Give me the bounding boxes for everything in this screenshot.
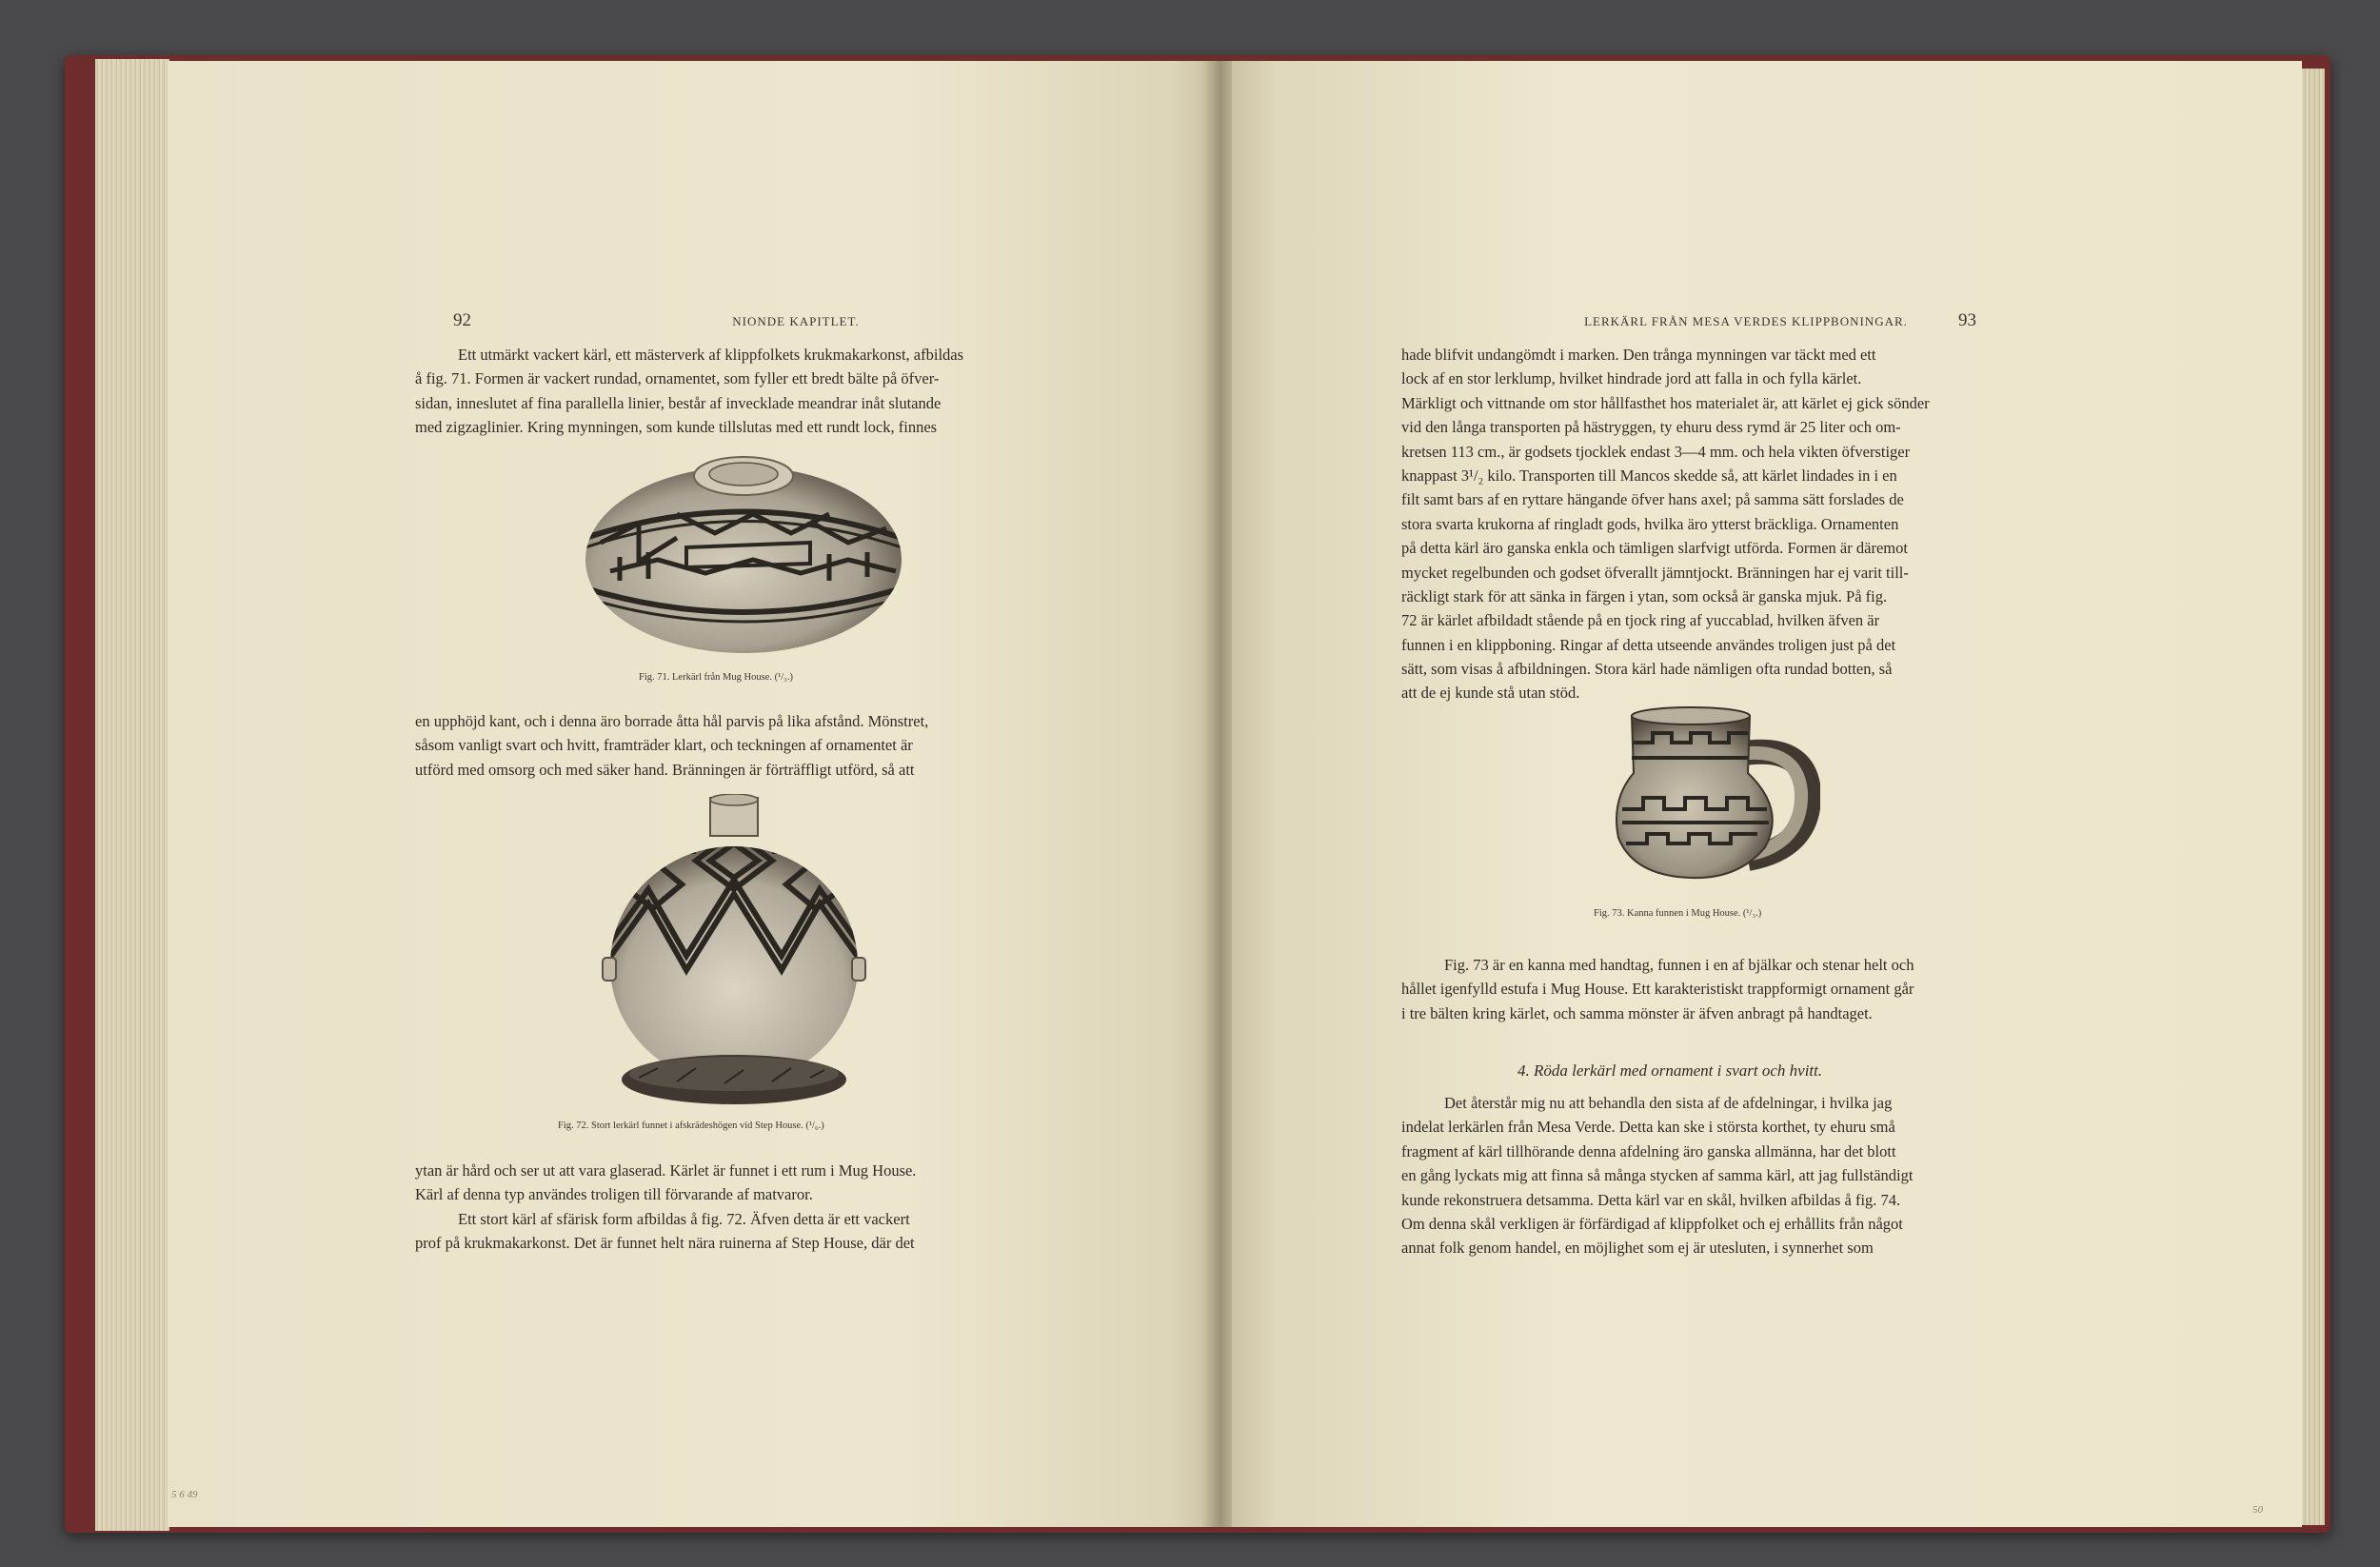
text-line: räckligt stark för att sänka in färgen i ytan, som också är ganska mjuk. På fig. (1401, 586, 1888, 605)
text-line: å fig. 71. Formen är vackert rundad, ornamentet, som fyller ett bredt bälte på öfver- (415, 369, 940, 388)
text-line: hade blifvit undangömdt i marken. Den trånga mynningen var täckt med ett (1401, 346, 1876, 364)
running-head-right: LERKÄRL FRÅN MESA VERDES KLIPPBONINGAR. (1584, 314, 1908, 328)
text-line: funnen i en klippboning. Ringar af detta utseende användes troligen just på det (1401, 635, 1896, 654)
text-line: Ett stort kärl af sfärisk form afbildas å fig. 72. Äfven detta är ett vackert (458, 1209, 910, 1228)
text-line: Ett utmärkt vackert kärl, ett mästerverk af klippfolkets krukmakarkonst, afbildas (458, 346, 964, 364)
text-line: mycket regelbunden och godset öfverallt jämntjockt. Bränningen har ej varit till- (1401, 563, 1909, 582)
text-line: ytan är hård och ser ut att vara glaserad. Kärlet är funnet i ett rum i Mug House. (415, 1161, 917, 1180)
right-page-edges (2298, 69, 2325, 1525)
figure-71-pot-image (582, 447, 905, 663)
text-line: hållet igenfylld estufa i Mug House. Ett karakteristiskt trappformigt ornament går (1401, 980, 1914, 999)
text-line: filt samt bars af en ryttare hängande öfver hans axel; på samma sätt forslades de (1401, 490, 1904, 509)
text-line: prof på krukmakarkonst. Det är funnet helt nära ruinerna af Step House, där det (415, 1234, 915, 1253)
text-line: en upphöjd kant, och i denna äro borrade åtta hål parvis på lika afstånd. Mönstret, (415, 712, 929, 730)
figure-73-jug-image (1605, 704, 1820, 880)
page-number-left: 92 (453, 310, 471, 330)
left-paragraph-1 (415, 343, 1062, 440)
text-line: indelat lerkärlen från Mesa Verde. Detta kan ske i största korthet, ty ehuru små (1401, 1118, 1895, 1137)
text-line: att de ej kunde stå utan stöd. (1401, 684, 1580, 703)
right-page (1232, 61, 2302, 1527)
text-line: vid den långa transporten på hästryggen, ty ehuru dess rymd är 25 liter och om- (1401, 418, 1901, 437)
running-head-left: NIONDE KAPITLET. (732, 314, 860, 328)
text-line: annat folk genom handel, en möjlighet som ej är utesluten, i synnerhet som (1401, 1239, 1874, 1258)
text-line: knappast 3¹/₂ kilo. Transporten till Mancos skedde så, att kärlet lindades in i en (1401, 466, 1897, 485)
text-line: Märkligt och vittnande om stor hållfasthet hos materialet är, att kärlet ej gick sönder (1401, 393, 1930, 412)
text-line: fragment af kärl tillhörande denna afdelning äro ganska allmänna, har det blott (1401, 1141, 1896, 1160)
text-line: Kärl af denna typ användes troligen till förvarande af matvaror. (415, 1185, 813, 1204)
figure-72-caption: Fig. 72. Stort lerkärl funnet i afskrädeshögen vid Step House. (¹/₆.) (558, 1121, 824, 1131)
text-line: sidan, inneslutet af fina parallella linier, består af invecklade meandrar inåt slutande (415, 393, 942, 412)
page-number-right: 93 (1958, 310, 1976, 330)
right-paragraph-2 (1401, 953, 2011, 1025)
text-line: en gång lyckats mig att finna så många stycken af samma kärl, att jag fullständigt (1401, 1166, 1914, 1185)
text-line: såsom vanligt svart och hvitt, framträder klart, och teckningen af ornamentet är (415, 736, 913, 755)
section-heading: 4. Röda lerkärl med ornament i svart och hvitt. (1517, 1061, 1823, 1080)
right-paragraph-3 (1401, 1091, 2011, 1260)
text-line: sätt, som visas å afbildningen. Stora kärl hade nämligen ofta rundad botten, så (1401, 660, 1893, 679)
text-line: 72 är kärlet afbildadt stående på en tjock ring af yuccablad, hvilken äfven är (1401, 611, 1880, 630)
figure-71-caption: Fig. 71. Lerkärl från Mug House. (¹/₃.) (639, 672, 793, 683)
left-paragraph-3 (415, 1159, 1062, 1256)
text-line: kunde rekonstruera detsamma. Detta kärl var en skål, hvilken afbildas å fig. 74. (1401, 1190, 1901, 1209)
text-line: Fig. 73 är en kanna med handtag, funnen i en af bjälkar och stenar helt och (1444, 956, 1914, 974)
left-paragraph-2 (415, 709, 1062, 782)
figure-73-caption: Fig. 73. Kanna funnen i Mug House. (¹/₃.) (1594, 908, 1762, 919)
text-line: på detta kärl äro ganska enkla och tämligen slarfvigt utförda. Formen är däremot (1401, 539, 1908, 558)
figure-72-pot-image (582, 794, 886, 1110)
right-paragraph-1 (1401, 343, 2011, 705)
left-page-edges (95, 59, 169, 1531)
left-page (168, 61, 1215, 1527)
text-line: utförd med omsorg och med säker hand. Bränningen är förträffligt utförd, så att (415, 760, 915, 779)
text-line: lock af en stor lerklump, hvilket hindrade jord att falla in och fylla kärlet. (1401, 369, 1862, 388)
text-line: Om denna skål verkligen är förfärdigad af klippfolket och ej erhållits från något (1401, 1214, 1903, 1233)
text-line: i tre bälten kring kärlet, och samma mönster är äfven anbragt på handtaget. (1401, 1003, 1873, 1022)
text-line: stora svarta krukorna af ringladt gods, hvilka äro ytterst bräckliga. Ornamenten (1401, 514, 1899, 533)
text-line: Det återstår mig nu att behandla den sista af de afdelningar, i hvilka jag (1444, 1094, 1893, 1112)
text-line: med zigzaglinier. Kring mynningen, som kunde tillslutas med ett rundt lock, finnes (415, 418, 938, 437)
bottom-mark-right: 50 (2252, 1504, 2263, 1516)
bottom-mark-left: 5 6 49 (171, 1489, 198, 1500)
text-line: kretsen 113 cm., är godsets tjocklek endast 3—4 mm. och hela vikten öfverstiger (1401, 442, 1911, 461)
